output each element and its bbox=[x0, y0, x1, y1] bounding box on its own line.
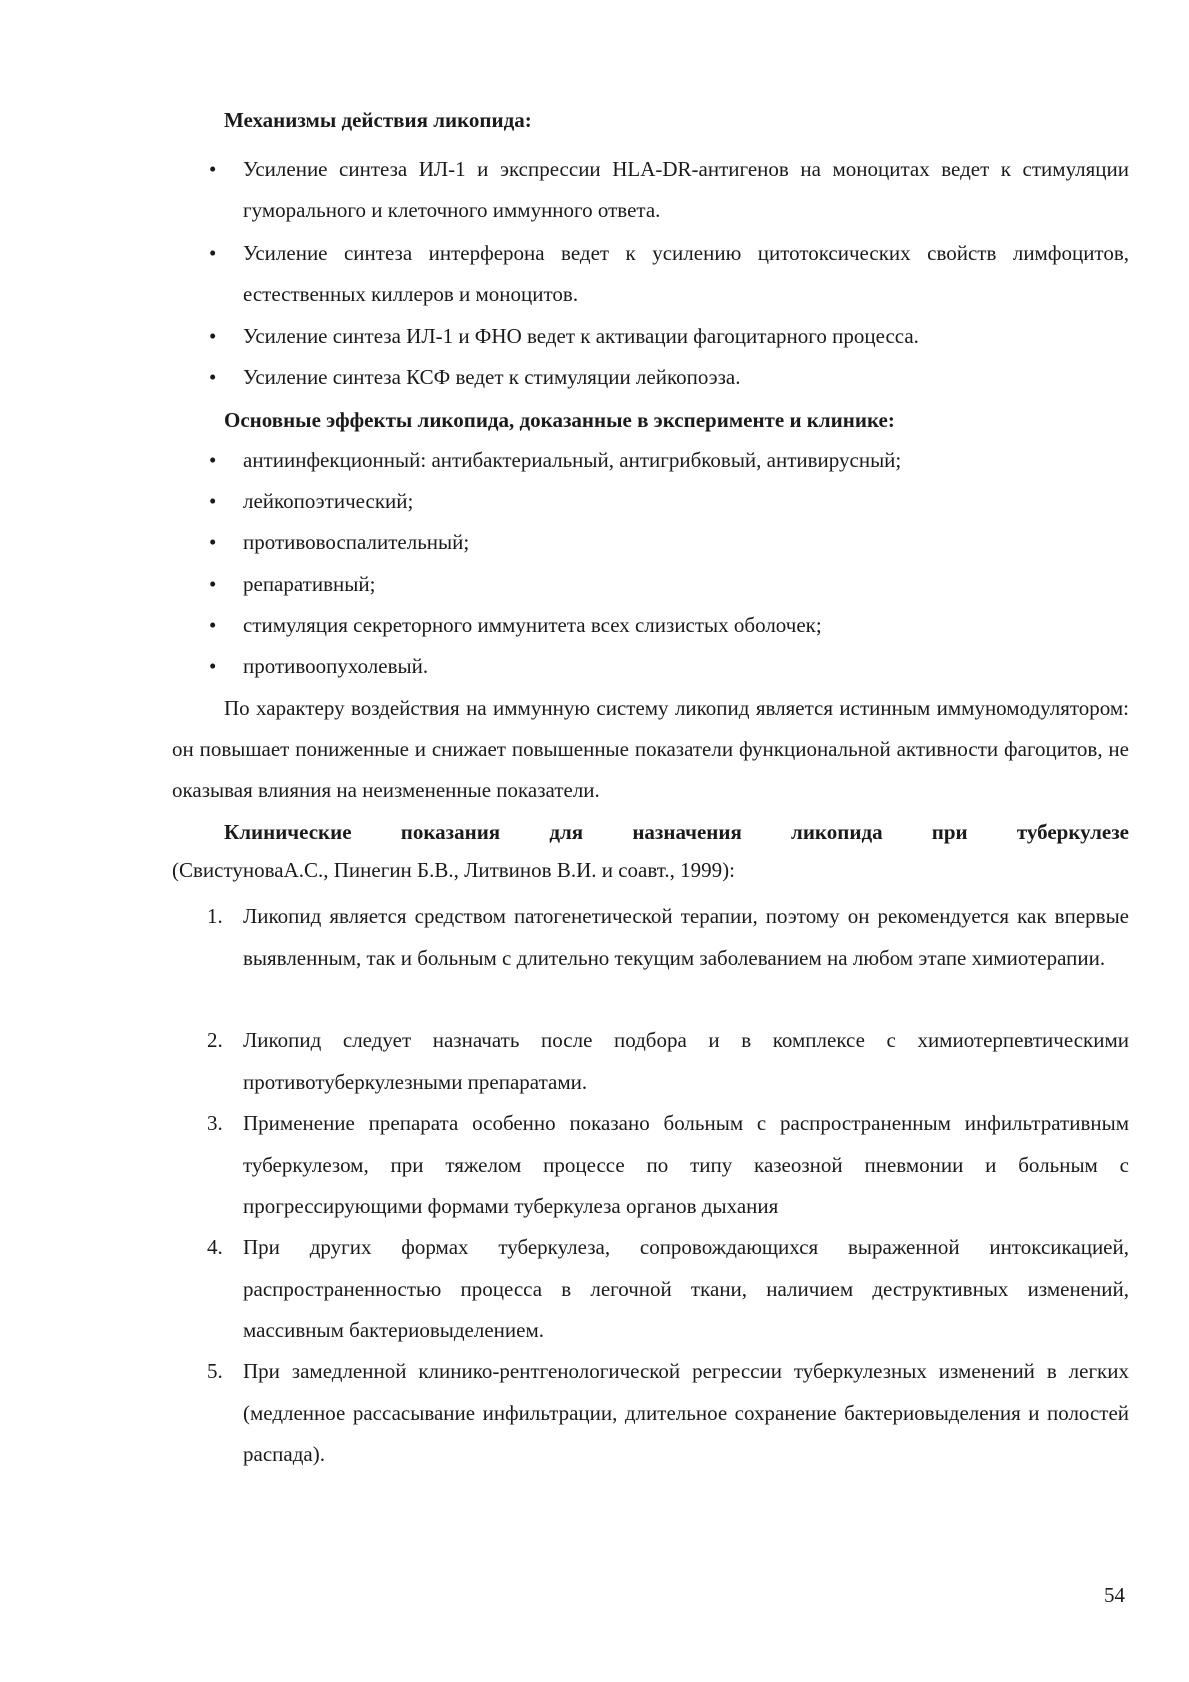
effect-item-text: противовоспалительный; bbox=[243, 530, 470, 554]
effect-item-text: репаративный; bbox=[243, 572, 376, 596]
clinical-source: (СвистуноваА.С., Пинегин Б.В., Литвинов В.И. и соавт., 1999): bbox=[172, 858, 735, 882]
item-number: 2. bbox=[207, 1028, 223, 1052]
bullet-mark: • bbox=[209, 489, 217, 513]
body-paragraph: По характеру воздействия на иммунную систему ликопид является истинным иммуномодулятором: он повышает пониженные и снижает повышенные показатели функциональной активности фагоцитов, не оказывая влияния на неизмененные показатели. bbox=[172, 696, 1129, 802]
indication-text: Ликопид следует назначать после подбора и в комплексе с химиотерпевтическими противотуберкулезными препаратами. bbox=[243, 1028, 1129, 1094]
effects-heading: Основные эффекты ликопида, доказанные в эксперименте и клинике: bbox=[224, 408, 895, 432]
bullet-mark: • bbox=[209, 572, 217, 596]
indication-text: При замедленной клинико-рентгенологической регрессии туберкулезных изменений в легких (медленное рассасывание инфильтрации, длительное сохранение бактериовыделения и полостей распада). bbox=[243, 1359, 1129, 1466]
page-number: 54 bbox=[1104, 1583, 1125, 1607]
mechanism-item-text: Усиление синтеза ИЛ-1 и экспрессии HLA-DR-антигенов на моноцитах ведет к стимуляции гуморального и клеточного иммунного ответа. bbox=[243, 157, 1129, 222]
mechanisms-heading: Механизмы действия ликопида: bbox=[224, 108, 532, 132]
bullet-mark: • bbox=[209, 613, 217, 637]
item-number: 1. bbox=[207, 904, 223, 928]
bullet-mark: • bbox=[209, 654, 217, 678]
bullet-mark: • bbox=[209, 241, 217, 265]
effect-item-text: противоопухолевый. bbox=[243, 654, 429, 678]
bullet-mark: • bbox=[209, 365, 217, 389]
indication-text: При других формах туберкулеза, сопровождающихся выраженной интоксикацией, распространенностью процесса в легочной ткани, наличием деструктивных изменений, массивным бактериовыделением. bbox=[243, 1235, 1129, 1342]
effect-item-text: лейкопоэтический; bbox=[243, 489, 414, 513]
indication-text: Применение препарата особенно показано больным с распространенным инфильтративным туберкулезом, при тяжелом процессе по типу казеозной пневмонии и больным с прогрессирующими формами туберкулеза органов дыхания bbox=[243, 1111, 1129, 1218]
item-number: 5. bbox=[207, 1359, 223, 1383]
indication-text: Ликопид является средством патогенетической терапии, поэтому он рекомендуется как впервые выявленным, так и больным с длительно текущим заболеванием на любом этапе химиотерапии. bbox=[243, 904, 1129, 970]
mechanism-item-text: Усиление синтеза интерферона ведет к усилению цитотоксических свойств лимфоцитов, естественных киллеров и моноцитов. bbox=[243, 241, 1129, 306]
effect-item-text: стимуляция секреторного иммунитета всех слизистых оболочек; bbox=[243, 613, 822, 637]
bullet-mark: • bbox=[209, 448, 217, 472]
item-number: 3. bbox=[207, 1111, 223, 1135]
effect-item-text: антиинфекционный: антибактериальный, антигрибковый, антивирусный; bbox=[243, 448, 902, 472]
bullet-mark: • bbox=[209, 530, 217, 554]
bullet-mark: • bbox=[209, 324, 217, 348]
mechanism-item-text: Усиление синтеза КСФ ведет к стимуляции лейкопоэза. bbox=[243, 365, 741, 389]
clinical-heading: Клинические показания для назначения ликопида при туберкулезе bbox=[224, 820, 1129, 844]
mechanism-item-text: Усиление синтеза ИЛ-1 и ФНО ведет к активации фагоцитарного процесса. bbox=[243, 324, 919, 348]
item-number: 4. bbox=[207, 1235, 223, 1259]
bullet-mark: • bbox=[209, 157, 217, 181]
